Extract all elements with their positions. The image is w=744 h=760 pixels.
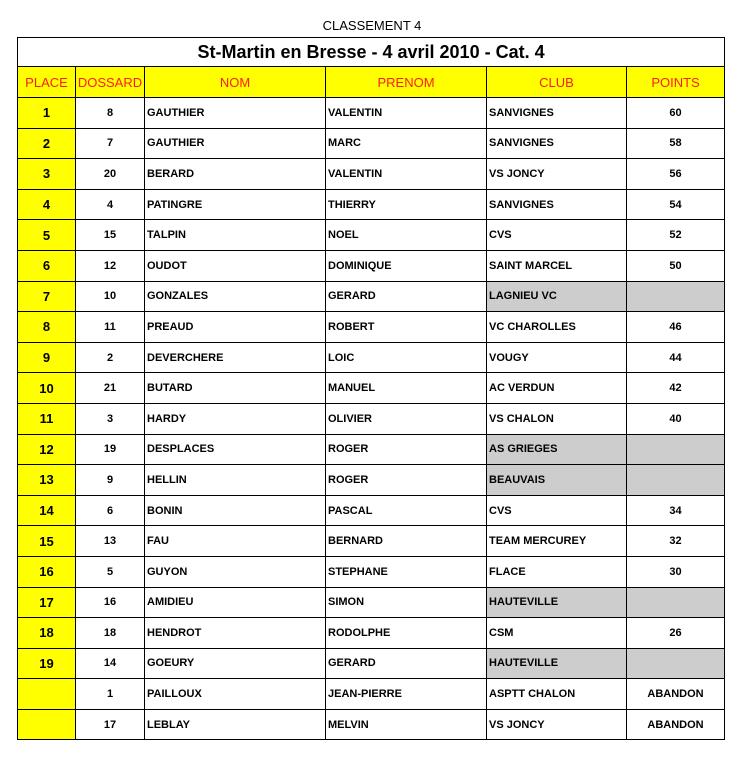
table-row xyxy=(18,587,725,618)
cell-nom: BONIN xyxy=(145,495,326,526)
cell-points: 56 xyxy=(627,159,725,190)
cell-points: 32 xyxy=(627,526,725,557)
cell-nom: HENDROT xyxy=(145,618,326,649)
cell-dossard: 19 xyxy=(76,434,145,465)
title-row xyxy=(18,38,725,67)
cell-dossard: 17 xyxy=(76,709,145,740)
cell-points: 46 xyxy=(627,312,725,343)
cell-place: 7 xyxy=(18,281,76,312)
cell-points: 40 xyxy=(627,403,725,434)
document-caption: CLASSEMENT 4 xyxy=(322,18,422,33)
cell-dossard: 4 xyxy=(76,189,145,220)
cell-nom: AMIDIEU xyxy=(145,587,326,618)
cell-prenom: MARC xyxy=(326,128,487,159)
cell-points xyxy=(627,281,725,312)
cell-place: 6 xyxy=(18,250,76,281)
cell-club: ASPTT CHALON xyxy=(487,679,627,710)
cell-club: SANVIGNES xyxy=(487,189,627,220)
cell-nom: GOEURY xyxy=(145,648,326,679)
cell-prenom: NOEL xyxy=(326,220,487,251)
table-row xyxy=(18,189,725,220)
cell-place: 11 xyxy=(18,403,76,434)
cell-club: VS CHALON xyxy=(487,403,627,434)
cell-club: VOUGY xyxy=(487,342,627,373)
cell-place: 8 xyxy=(18,312,76,343)
table-row xyxy=(18,526,725,557)
cell-club: BEAUVAIS xyxy=(487,465,627,496)
table-row xyxy=(18,281,725,312)
cell-prenom: LOIC xyxy=(326,342,487,373)
cell-nom: PREAUD xyxy=(145,312,326,343)
table-row xyxy=(18,373,725,404)
cell-prenom: SIMON xyxy=(326,587,487,618)
cell-nom: HARDY xyxy=(145,403,326,434)
table-row xyxy=(18,495,725,526)
cell-dossard: 20 xyxy=(76,159,145,190)
cell-place: 1 xyxy=(18,98,76,129)
cell-points: 34 xyxy=(627,495,725,526)
cell-prenom: JEAN-PIERRE xyxy=(326,679,487,710)
cell-place: 10 xyxy=(18,373,76,404)
cell-dossard: 15 xyxy=(76,220,145,251)
table-row xyxy=(18,556,725,587)
header-club: CLUB xyxy=(487,67,627,98)
cell-prenom: ROGER xyxy=(326,465,487,496)
cell-nom: BUTARD xyxy=(145,373,326,404)
cell-points xyxy=(627,434,725,465)
cell-place: 4 xyxy=(18,189,76,220)
cell-prenom: MANUEL xyxy=(326,373,487,404)
table-row xyxy=(18,618,725,649)
table-row xyxy=(18,465,725,496)
cell-dossard: 13 xyxy=(76,526,145,557)
cell-place: 19 xyxy=(18,648,76,679)
cell-place: 3 xyxy=(18,159,76,190)
table-row xyxy=(18,679,725,710)
cell-club: HAUTEVILLE xyxy=(487,648,627,679)
cell-dossard: 7 xyxy=(76,128,145,159)
cell-points: 44 xyxy=(627,342,725,373)
header-row xyxy=(18,67,725,98)
cell-points: 42 xyxy=(627,373,725,404)
cell-dossard: 3 xyxy=(76,403,145,434)
cell-nom: BERARD xyxy=(145,159,326,190)
cell-club: CSM xyxy=(487,618,627,649)
cell-dossard: 18 xyxy=(76,618,145,649)
cell-points: 60 xyxy=(627,98,725,129)
table-row xyxy=(18,250,725,281)
cell-prenom: DOMINIQUE xyxy=(326,250,487,281)
cell-club: AS GRIEGES xyxy=(487,434,627,465)
cell-points: 50 xyxy=(627,250,725,281)
header-place: PLACE xyxy=(18,67,76,98)
cell-nom: GAUTHIER xyxy=(145,128,326,159)
cell-club: LAGNIEU VC xyxy=(487,281,627,312)
cell-dossard: 6 xyxy=(76,495,145,526)
cell-points: 30 xyxy=(627,556,725,587)
cell-nom: GAUTHIER xyxy=(145,98,326,129)
cell-nom: TALPIN xyxy=(145,220,326,251)
header-nom: NOM xyxy=(145,67,326,98)
cell-prenom: BERNARD xyxy=(326,526,487,557)
cell-dossard: 14 xyxy=(76,648,145,679)
table-row xyxy=(18,159,725,190)
cell-club: FLACE xyxy=(487,556,627,587)
cell-club: VS JONCY xyxy=(487,159,627,190)
header-points: POINTS xyxy=(627,67,725,98)
cell-nom: LEBLAY xyxy=(145,709,326,740)
cell-dossard: 8 xyxy=(76,98,145,129)
table-row xyxy=(18,98,725,129)
cell-club: TEAM MERCUREY xyxy=(487,526,627,557)
cell-place xyxy=(18,709,76,740)
cell-points: 52 xyxy=(627,220,725,251)
cell-place: 18 xyxy=(18,618,76,649)
cell-club: SANVIGNES xyxy=(487,128,627,159)
header-prenom: PRENOM xyxy=(326,67,487,98)
cell-nom: PAILLOUX xyxy=(145,679,326,710)
cell-points: 26 xyxy=(627,618,725,649)
table-row xyxy=(18,220,725,251)
cell-nom: OUDOT xyxy=(145,250,326,281)
cell-club: AC VERDUN xyxy=(487,373,627,404)
cell-place: 14 xyxy=(18,495,76,526)
results-table-body xyxy=(18,38,725,740)
cell-prenom: OLIVIER xyxy=(326,403,487,434)
cell-points: 58 xyxy=(627,128,725,159)
table-row xyxy=(18,648,725,679)
cell-nom: HELLIN xyxy=(145,465,326,496)
cell-place: 13 xyxy=(18,465,76,496)
cell-dossard: 21 xyxy=(76,373,145,404)
cell-place: 2 xyxy=(18,128,76,159)
cell-place: 17 xyxy=(18,587,76,618)
table-row xyxy=(18,128,725,159)
cell-prenom: ROGER xyxy=(326,434,487,465)
cell-points xyxy=(627,465,725,496)
cell-dossard: 2 xyxy=(76,342,145,373)
cell-place xyxy=(18,679,76,710)
cell-club: CVS xyxy=(487,220,627,251)
cell-prenom: PASCAL xyxy=(326,495,487,526)
cell-prenom: THIERRY xyxy=(326,189,487,220)
table-row xyxy=(18,403,725,434)
table-row xyxy=(18,434,725,465)
cell-prenom: ROBERT xyxy=(326,312,487,343)
cell-nom: GONZALES xyxy=(145,281,326,312)
cell-points xyxy=(627,587,725,618)
cell-place: 16 xyxy=(18,556,76,587)
cell-club: SAINT MARCEL xyxy=(487,250,627,281)
cell-club: CVS xyxy=(487,495,627,526)
cell-club: HAUTEVILLE xyxy=(487,587,627,618)
cell-dossard: 1 xyxy=(76,679,145,710)
cell-place: 15 xyxy=(18,526,76,557)
cell-prenom: VALENTIN xyxy=(326,159,487,190)
table-row xyxy=(18,709,725,740)
cell-nom: FAU xyxy=(145,526,326,557)
cell-prenom: GERARD xyxy=(326,648,487,679)
cell-prenom: GERARD xyxy=(326,281,487,312)
cell-points xyxy=(627,648,725,679)
race-title: St-Martin en Bresse - 4 avril 2010 - Cat. 4 xyxy=(18,38,725,67)
cell-dossard: 5 xyxy=(76,556,145,587)
cell-prenom: MELVIN xyxy=(326,709,487,740)
cell-prenom: RODOLPHE xyxy=(326,618,487,649)
cell-dossard: 16 xyxy=(76,587,145,618)
cell-place: 9 xyxy=(18,342,76,373)
cell-nom: DESPLACES xyxy=(145,434,326,465)
results-table xyxy=(17,37,725,740)
cell-points: ABANDON xyxy=(627,679,725,710)
cell-nom: PATINGRE xyxy=(145,189,326,220)
cell-place: 5 xyxy=(18,220,76,251)
cell-prenom: VALENTIN xyxy=(326,98,487,129)
cell-dossard: 10 xyxy=(76,281,145,312)
cell-points: 54 xyxy=(627,189,725,220)
cell-prenom: STEPHANE xyxy=(326,556,487,587)
cell-club: VS JONCY xyxy=(487,709,627,740)
cell-points: ABANDON xyxy=(627,709,725,740)
cell-club: SANVIGNES xyxy=(487,98,627,129)
cell-dossard: 9 xyxy=(76,465,145,496)
header-dossard: DOSSARD xyxy=(76,67,145,98)
cell-place: 12 xyxy=(18,434,76,465)
cell-dossard: 12 xyxy=(76,250,145,281)
cell-nom: GUYON xyxy=(145,556,326,587)
table-row xyxy=(18,342,725,373)
cell-nom: DEVERCHERE xyxy=(145,342,326,373)
cell-club: VC CHAROLLES xyxy=(487,312,627,343)
cell-dossard: 11 xyxy=(76,312,145,343)
table-row xyxy=(18,312,725,343)
